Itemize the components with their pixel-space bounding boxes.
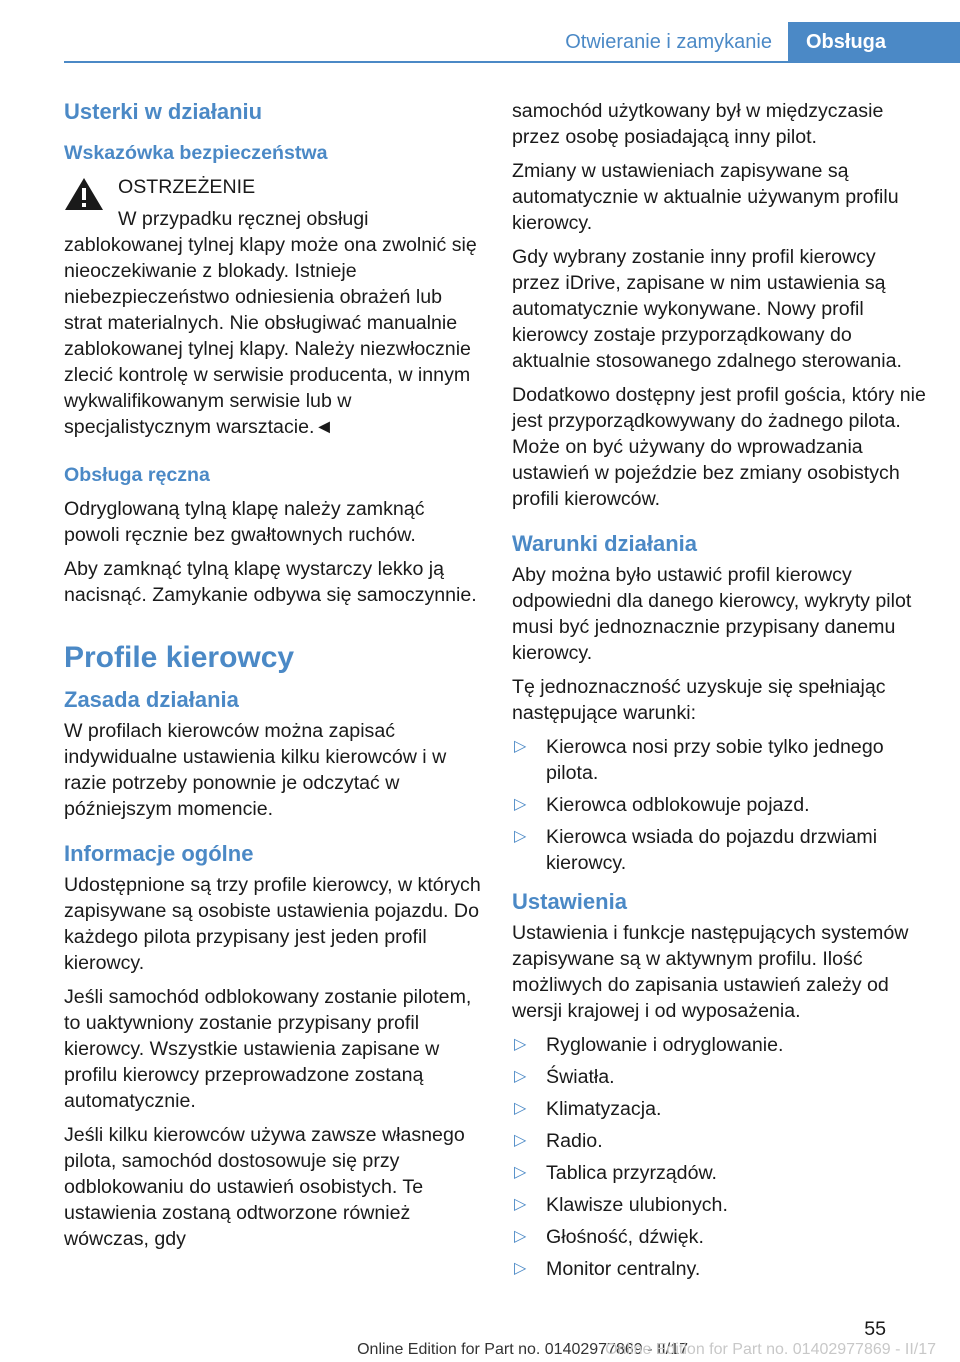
warning-box	[64, 174, 482, 440]
list-item: ▷ Kierowca wsiada do pojazdu drzwiami kierowcy.	[514, 826, 878, 874]
paragraph: Jeśli kilku kierowców używa zawsze własnego pilota, samochód dostosowuje się przy odblokowaniu do ustawień osobistych. Te ustawienia zostaną odtworzone również wówczas, gdy	[64, 1124, 465, 1250]
triangle-bullet-icon: ▷	[514, 1036, 527, 1053]
paragraph: Zmiany w ustawieniach zapisywane są automatycznie w aktualnie używanym profilu kierowcy.	[512, 160, 899, 234]
list-item: ▷ Kierowca odblokowuje pojazd.	[514, 794, 810, 816]
triangle-bullet-icon: ▷	[514, 828, 527, 845]
warning-text: W przypadku ręcznej obsługi zablokowanej tylnej klapy może ona zwolnić się nieoczekiwanie z blokady. Istnieje niebezpieczeństwo odniesienia obrażeń lub strat materialnych. Nie obsługiwać manualnie zablokowanej tylnej klapy. Należy niezwłocznie zlecić kontrolę w serwisie producenta, w innym wykwalifikowanym serwisie lub w specjalistycznym warsztacie.◄	[64, 208, 477, 438]
section-tab: Obsługa	[788, 22, 960, 62]
paragraph: Dodatkowo dostępny jest profil gościa, który nie jest przyporządkowywany do żadnego pilota. Może on być używany do wprowadzania ustawień w pojeździe bez zmiany osobistych profili kierowców.	[512, 384, 926, 510]
heading-ustawienia: Ustawienia	[512, 889, 627, 914]
list-item: ▷ Głośność, dźwięk.	[514, 1226, 704, 1248]
right-column	[512, 98, 928, 1294]
list-item: ▷ Kierowca nosi przy sobie tylko jednego pilota.	[514, 736, 884, 784]
triangle-bullet-icon: ▷	[514, 738, 527, 755]
paragraph: Aby można było ustawić profil kierowcy odpowiedni dla danego kierowcy, wykryty pilot musi być jednoznacznie przypisany danemu kierowcy.	[512, 564, 912, 664]
triangle-bullet-icon: ▷	[514, 1068, 527, 1085]
paragraph: Gdy wybrany zostanie inny profil kierowcy przez iDrive, zapisane w nim ustawienia są automatycznie wykonywane. Nowy profil kierowcy zostaje przyporządkowany do aktualnie stosowanego zdalnego sterowania.	[512, 246, 902, 372]
list-item: ▷ Ryglowanie i odryglowanie.	[514, 1034, 784, 1056]
list-item: ▷ Radio.	[514, 1130, 603, 1152]
warning-triangle-icon	[64, 176, 104, 212]
heading-warunki: Warunki działania	[512, 531, 698, 556]
warunki-list	[512, 734, 928, 876]
paragraph: Odryglowaną tylną klapę należy zamknąć powoli ręcznie bez gwałtownych ruchów.	[64, 498, 425, 546]
heading-profile: Profile kierowcy	[64, 641, 295, 674]
paragraph: Jeśli samochód odblokowany zostanie pilotem, to uaktywniony zostanie przypisany profil kierowcy. Wszystkie ustawienia zapisane w profilu kierowcy przeprowadzone zostaną automatycznie.	[64, 986, 472, 1112]
paragraph: Udostępnione są trzy profile kierowcy, w których zapisywane są osobiste ustawienia pojazdu. Do każdego pilota przypisany jest jeden profil kierowcy.	[64, 874, 481, 974]
heading-wskazowka: Wskazówka bezpieczeństwa	[64, 142, 328, 164]
page-number: 55	[864, 1318, 886, 1340]
paragraph: Aby zamknąć tylną klapę wystarczy lekko ją nacisnąć. Zamykanie odbywa się samoczynnie.	[64, 558, 477, 606]
ustawienia-list	[512, 1032, 928, 1282]
heading-obsluga: Obsługa ręczna	[64, 464, 210, 486]
list-item: ▷ Monitor centralny.	[514, 1258, 701, 1280]
triangle-bullet-icon: ▷	[514, 1228, 527, 1245]
list-item: ▷ Klimatyzacja.	[514, 1098, 662, 1120]
warning-title: OSTRZEŻENIE	[118, 176, 256, 198]
paragraph: W profilach kierowców można zapisać indywidualne ustawienia kilku kierowców i w razie potrzeby ponownie je odczytać w późniejszym momencie.	[64, 720, 447, 820]
triangle-bullet-icon: ▷	[514, 1164, 527, 1181]
chapter-title: Otwieranie i zamykanie	[565, 30, 772, 53]
heading-usterki: Usterki w działaniu	[64, 99, 263, 124]
triangle-bullet-icon: ▷	[514, 1260, 527, 1277]
footer-edition: Online Edition for Part no. 01402977869 - II/17	[357, 1341, 688, 1358]
heading-zasada: Zasada działania	[64, 687, 239, 712]
watermark: Online Edition for Part no. 01402977869 - II/17	[605, 1341, 936, 1358]
list-item: ▷ Tablica przyrządów.	[514, 1162, 717, 1184]
triangle-bullet-icon: ▷	[514, 1196, 527, 1213]
header-rule	[64, 61, 960, 63]
list-item: ▷ Światła.	[514, 1066, 615, 1088]
page-header	[549, 22, 960, 62]
heading-informacje: Informacje ogólne	[64, 841, 254, 866]
paragraph: Tę jednoznaczność uzyskuje się spełniając następujące warunki:	[512, 676, 886, 724]
paragraph: samochód użytkowany był w międzyczasie przez osobę posiadającą inny pilot.	[512, 100, 884, 148]
triangle-bullet-icon: ▷	[514, 1100, 527, 1117]
paragraph: Ustawienia i funkcje następujących systemów zapisywane są w aktywnym profilu. Ilość możliwych do zapisania ustawień zależy od wersji krajowej i od wyposażenia.	[512, 922, 909, 1022]
triangle-bullet-icon: ▷	[514, 1132, 527, 1149]
left-column	[64, 98, 482, 1260]
list-item: ▷ Klawisze ulubionych.	[514, 1194, 728, 1216]
triangle-bullet-icon: ▷	[514, 796, 527, 813]
